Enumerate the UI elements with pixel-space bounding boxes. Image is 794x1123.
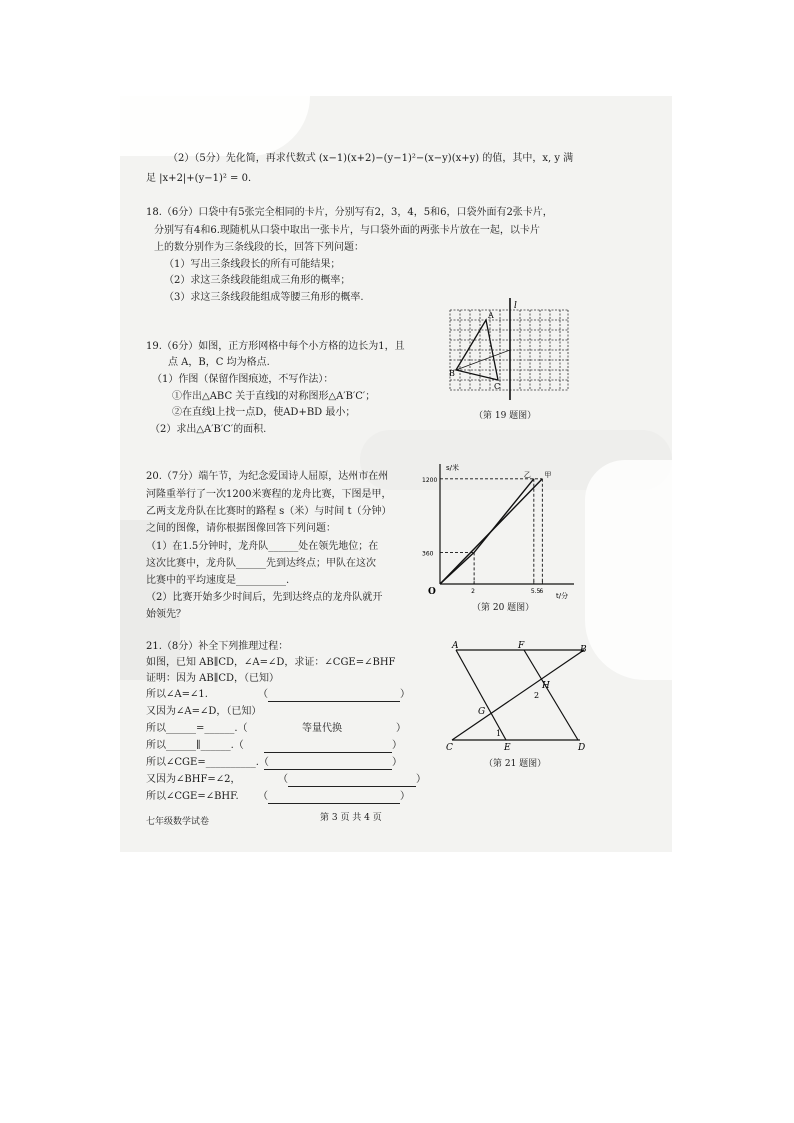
q19-sub1a: ①作出△ABC 关于直线l的对称图形△A′B′C′； <box>172 391 376 402</box>
q20-sub1b: 这次比赛中，龙舟队______先到达终点；甲队在这次 <box>146 558 376 569</box>
q19-sub2: （2）求出△A′B′C′的面积. <box>150 424 267 435</box>
angle-2: 2 <box>534 691 540 700</box>
q21-caption: （第 21 题图） <box>484 759 547 769</box>
q21-line2: 如图，已知 AB∥CD，∠A=∠D，求证：∠CGE=∠BHF <box>146 657 396 668</box>
q19-sub1: （1）作图（保留作图痕迹，不写作法）： <box>152 374 334 385</box>
line-cb <box>452 650 584 740</box>
q17-line1: （2）（5分）先化简，再求代数式 (x−1)(x+2)−(y−1)²−(x−y)(x+y) 的值，其中，x, y 满 <box>168 153 574 164</box>
label-l: l <box>514 301 517 311</box>
series-label-yi: 乙 <box>523 470 531 479</box>
x-tick-label: 2 <box>471 588 475 595</box>
q20-line1: 20.（7分）端午节，为纪念爱国诗人屈原，达州市在州 <box>146 471 389 482</box>
y-tick-label: 1200 <box>422 476 438 484</box>
q21-step4: 所以______∥______.（ <box>146 740 244 751</box>
x-tick-label: 6 <box>539 588 544 595</box>
q19-line2: 点 A，B，C 均为格点. <box>168 357 270 368</box>
q20-caption: （第 20 题图） <box>472 603 535 613</box>
q20-chart <box>420 462 580 600</box>
q20-sub2b: 始领先？ <box>146 609 186 620</box>
y-axis-label: s/米 <box>446 464 460 472</box>
q21-line3: 证明：因为 AB∥CD，（已知） <box>146 673 280 684</box>
q20-line2: 河隆重举行了一次1200米赛程的龙舟比赛，下图是甲， <box>146 489 392 500</box>
point-f: F <box>518 641 525 651</box>
label-b: B <box>449 369 455 378</box>
q21-step5: 所以∠CGE=__________.（ <box>146 757 269 768</box>
q21-figure <box>444 638 594 758</box>
x-tick-label: 5.5 <box>530 588 541 595</box>
q21-reason5: ） <box>264 756 402 770</box>
angle-1: 1 <box>496 729 502 738</box>
q21-reason3-close: ） <box>396 723 406 734</box>
q19-caption: （第 19 题图） <box>474 411 537 421</box>
q18-sub2: （2）求这三条线段能组成三角形的概率； <box>164 275 351 286</box>
point-h: H <box>542 681 550 691</box>
line-ae <box>456 650 506 740</box>
q21-reason4: ） <box>264 739 402 753</box>
q20-sub2a: （2）比赛开始多少时间后，先到达终点的龙舟队就开 <box>146 592 383 603</box>
q21-reason1: （ ） <box>258 689 410 700</box>
q18-line2: 分别写有4和6.现随机从口袋中取出一张卡片，与口袋外面的两张卡片放在一起，以卡片 <box>154 225 540 236</box>
series-line-yi <box>440 479 534 584</box>
q21-step1: 所以∠A=∠1. <box>146 689 208 700</box>
y-tick-label: 360 <box>422 550 434 558</box>
q19-line1: 19.（6分）如图，正方形网格中每个小方格的边长为1，且 <box>146 341 405 352</box>
q21-step3: 所以______=______.（ <box>146 723 248 734</box>
q21-reason3: 等量代换 <box>302 723 342 734</box>
glare-patch <box>120 96 310 156</box>
label-a: A <box>488 311 494 320</box>
glare-patch <box>585 460 675 680</box>
q20-sub1c: 比赛中的平均速度是__________. <box>146 575 290 586</box>
q20-sub1a: （1）在1.5分钟时，龙舟队______处在领先地位；在 <box>146 541 379 552</box>
series-label-jia: 甲 <box>544 470 552 479</box>
q18-line3: 上的数分别作为三条线段的长，回答下列问题： <box>154 242 364 253</box>
q18-sub1: （1）写出三条线段长的所有可能结果； <box>164 259 341 270</box>
q21-step7: 所以∠CGE=∠BHF. <box>146 791 239 802</box>
q19-grid-figure <box>446 296 572 402</box>
line-fd <box>524 650 578 740</box>
q21-reason6: （ ） <box>278 774 426 785</box>
q21-reason7: （ ） <box>258 791 410 802</box>
q20-line4: 之间的图像，请你根据图像回答下列问题： <box>146 523 336 534</box>
q18-line1: 18.（6分）口袋中有5张完全相同的卡片，分别写有2，3，4，5和6，口袋外面有2张卡片， <box>146 207 553 218</box>
point-a: A <box>452 641 459 651</box>
footer-left: 七年级数学试卷 <box>146 817 210 827</box>
footer-page: 第 3 页 共 4 页 <box>320 813 382 823</box>
point-c: C <box>446 743 453 753</box>
point-e: E <box>504 743 511 753</box>
x-axis-label: t/分 <box>556 592 569 600</box>
q21-line1: 21.（8分）补全下列推理过程： <box>146 641 289 652</box>
point-g: G <box>478 707 486 717</box>
q19-sub1b: ②在直线l上找一点D，使AD+BD 最小； <box>172 407 356 418</box>
q18-sub3: （3）求这三条线段能组成等腰三角形的概率. <box>164 292 364 303</box>
q21-step6: 又因为∠BHF=∠2， <box>146 774 241 785</box>
q21-step2: 又因为∠A=∠D，（已知） <box>146 706 262 717</box>
point-d: D <box>578 743 586 753</box>
label-c: C <box>494 382 501 391</box>
origin-label: O <box>428 587 436 597</box>
q17-line2: 足 |x+2|+(y−1)² = 0． <box>146 173 258 184</box>
point-b: B <box>580 645 587 655</box>
q20-line3: 乙两支龙舟队在比赛时的路程 s（米）与时间 t（分钟） <box>146 506 392 517</box>
